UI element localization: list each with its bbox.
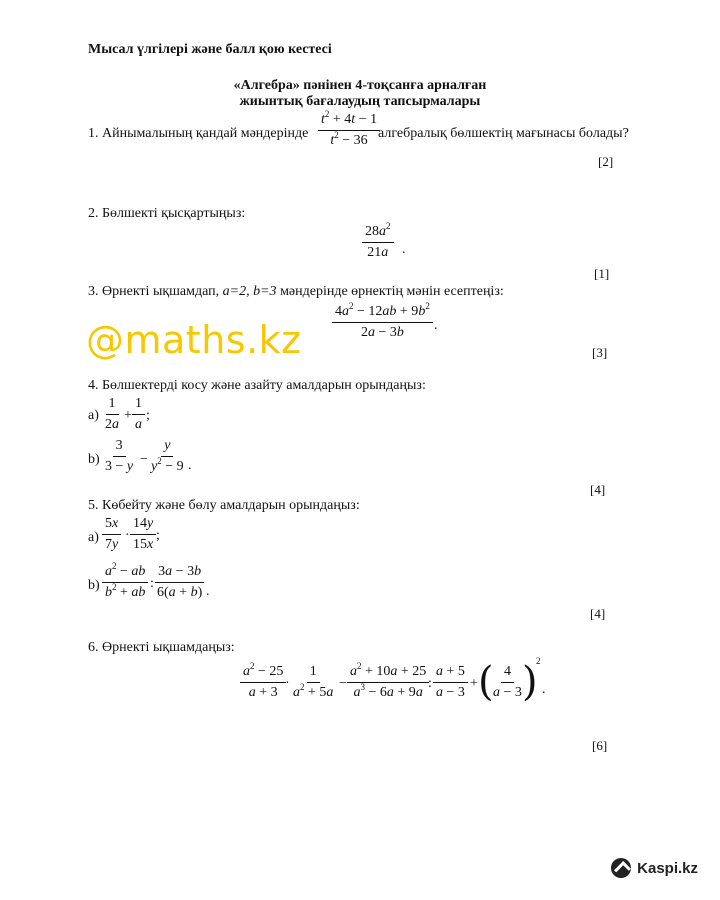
kaspi-label: Kaspi.kz — [637, 859, 698, 877]
q1-score: [2] — [598, 154, 614, 169]
q6-fraction-4: $\frac{a + 5}{a - 3}$ — [433, 664, 468, 701]
q2-fraction: $\frac{28a^2}{21a}$ — [362, 224, 394, 261]
q2-text: 2. Бөлшекті қысқартыңыз: — [88, 206, 246, 221]
q3-text: 3. Өрнекті ықшамдап, a=2, b=3 мәндерінде өрнектің мәнін есептеңіз: — [88, 284, 504, 299]
q4a-fraction-1: $\frac{1}{2a}$ — [105, 396, 119, 432]
q6-fraction-1: $\frac{a^2 - 25}{a + 3}$ — [240, 664, 286, 701]
q6-text: 6. Өрнекті ықшамдаңыз: — [88, 640, 235, 655]
title-line-2: жиынтық бағалаудың тапсырмалары — [239, 94, 481, 109]
q4a-fraction-2: $\frac{1}{a}$ — [132, 396, 145, 433]
q6-fraction-3: $\frac{a^2 + 10a + 25}{a^3 - 6a + 9a}$ — [347, 664, 429, 701]
q5b-fraction-1: $\frac{a^2 - ab}{b^2 + ab}$ — [102, 564, 148, 601]
q6-fraction-5: $\frac{4}{a - 3}$ — [493, 664, 522, 700]
q4-score: [4] — [590, 482, 606, 497]
q1-fraction: $\frac{t^2 + 4t - 1}{t^2 - 36}$ — [318, 112, 380, 149]
q4-text: 4. Бөлшектерді косу және азайту амалдарын орындаңыз: — [88, 378, 426, 393]
q5b-fraction-2: $\frac{3a - 3b}{6(a + b)}$ — [157, 564, 203, 600]
q5-text: 5. Көбейту және бөлу амалдарын орындаңыз: — [88, 498, 360, 513]
q6-fraction-2: $\frac{1}{a^2 + 5a}$ — [293, 664, 334, 700]
q4-b-label: b) — [88, 452, 100, 467]
q5a-fraction-2: $\frac{14y}{15x}$ — [130, 516, 156, 553]
q2-score: [1] — [594, 266, 610, 281]
q4b-fraction-2: $\frac{y}{y^2 - 9}$ — [151, 438, 184, 474]
kaspi-badge[interactable] — [611, 858, 698, 878]
title-line-1: «Алгебра» пәнінен 4-тоқсанға арналған — [233, 78, 487, 93]
q6-score: [6] — [592, 738, 608, 753]
kaspi-logo-icon — [611, 858, 631, 878]
q4-a-label: а) — [88, 408, 99, 423]
q1-text-after: алгебралық бөлшектің мағынасы болады? — [378, 126, 629, 141]
watermark-text: @maths.kz — [86, 318, 302, 362]
q4b-fraction-1: $\frac{3}{3 - y}$ — [105, 438, 134, 474]
q5-a-label: а) — [88, 530, 99, 545]
q5-b-label: b) — [88, 578, 100, 593]
q3-fraction: $\frac{4a^2 - 12ab + 9b^2}{2a - 3b}$ — [332, 304, 433, 341]
q1-text: 1. Айнымалының қандай мәндерінде — [88, 126, 309, 141]
q5a-fraction-1: $\frac{5x}{7y}$ — [102, 516, 121, 553]
header-title: Мысал үлгілері және балл қою кестесі — [88, 42, 332, 57]
q5-score: [4] — [590, 606, 606, 621]
q3-score: [3] — [592, 345, 608, 360]
